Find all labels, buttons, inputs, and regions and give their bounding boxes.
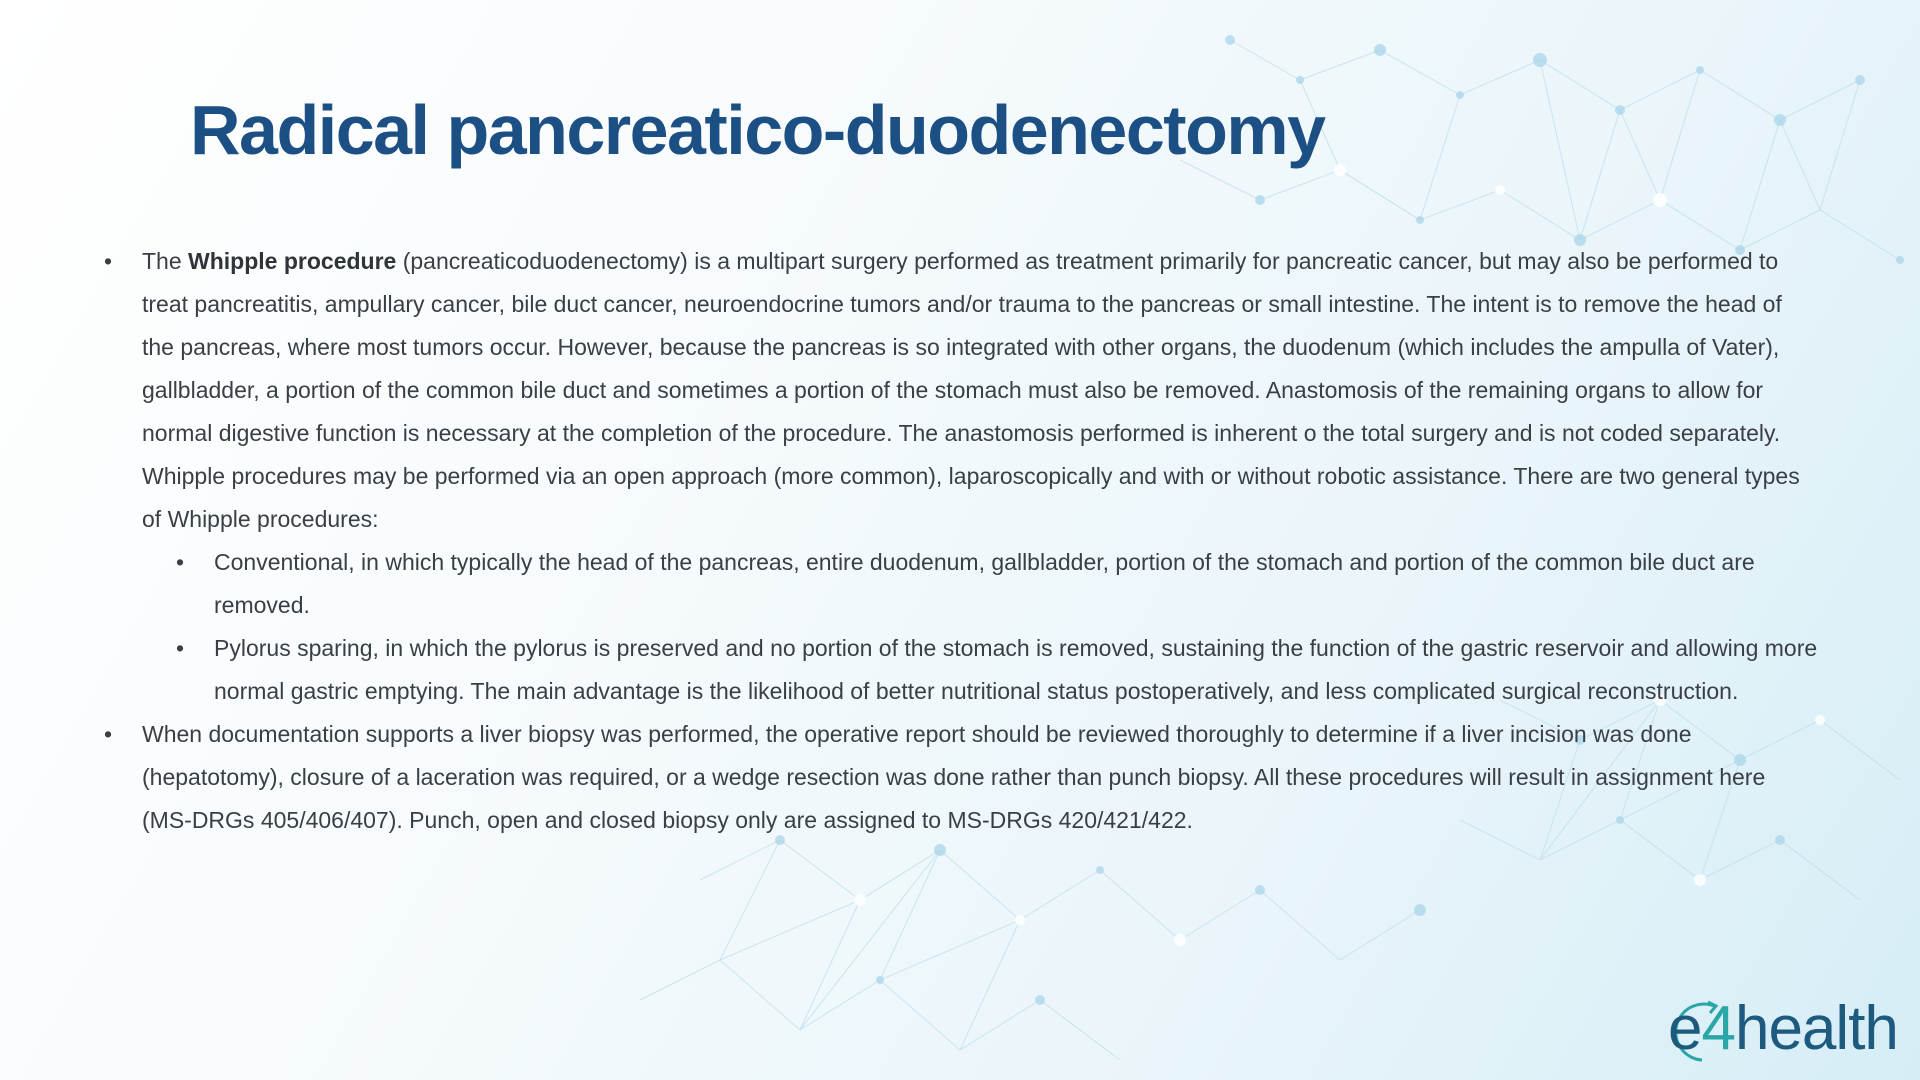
logo-wordmark [1668,990,1898,1068]
bullet-liver-biopsy: • When documentation supports a liver biopsy was performed, the operative report should be reviewed thoroughly to determine if a liver incision was done (hepatotomy), closure of a laceration was required, or a wedge resection was done rather than punch biopsy. All these procedures will result in assignment here (MS-DRGs 405/406/407). Punch, open and closed biopsy only are assigned to MS-DRGs 420/421/422. [100,713,1820,842]
e4health-logo [1668,990,1898,1068]
bullet-bold-term: Whipple procedure [188,248,397,274]
bullet-body-text: (pancreaticoduodenectomy) is a multipart surgery performed as treatment primarily for pancreatic cancer, but may also be performed to treat pancreatitis, ampullary cancer, bile duct cancer, neuroendocrine tumors and/or trauma to the pancreas or small intestine. The intent is to remove the head of the pancreas, where most tumors occur. However, because the pancreas is so integrated with other organs, the duodenum (which includes the ampulla of Vater), gallbladder, a portion of the common bile duct and sometimes a portion of the stomach must also be removed. Anastomosis of the remaining organs to allow for normal digestive function is necessary at the completion of the procedure. The anastomosis performed is inherent o the total surgery and is not coded separately. Whipple procedures may be performed via an open approach (more common), laparoscopically and with or without robotic assistance. There are two general types of Whipple procedures: [142,248,1800,532]
logo-prefix: e [1668,994,1702,1063]
logo-number: 4 [1701,994,1735,1063]
sub-bullet-conventional: • Conventional, in which typically the head of the pancreas, entire duodenum, gallbladder, portion of the stomach and portion of the common bile duct are removed. [100,541,1820,627]
slide-title: Radical pancreatico-duodenectomy [190,91,1325,169]
bullet-lead-text: The [142,248,189,274]
sub-bullet-pylorus-sparing: • Pylorus sparing, in which the pylorus is preserved and no portion of the stomach is removed, sustaining the function of the gastric reservoir and allowing more normal gastric emptying. The main advantage is the likelihood of better nutritional status postoperatively, and less complicated surgical reconstruction. [100,627,1820,713]
bullet-whipple-procedure [100,240,1820,541]
logo-suffix: health [1734,994,1898,1063]
slide-content [100,240,1820,842]
sub-bullet-list [100,541,1820,713]
